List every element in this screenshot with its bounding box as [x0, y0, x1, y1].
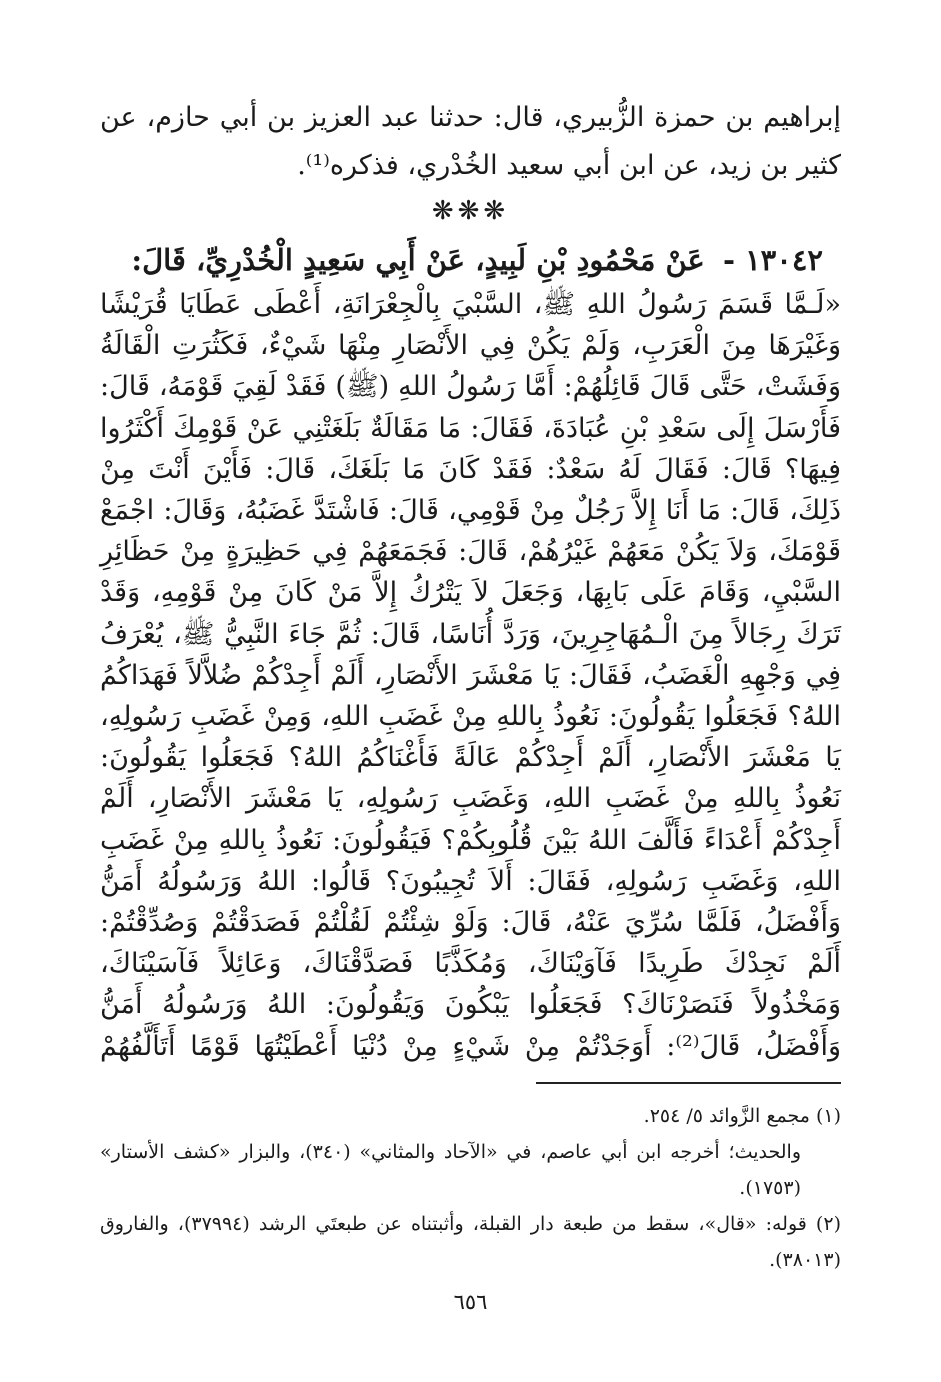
page-number: ٦٥٦ [453, 1290, 488, 1314]
intro-paragraph: إبراهيم بن حمزة الزُّبيري، قال: حدثنا عبد العزيز بن أبي حازم، عن كثير بن زيد، عن ابن أبي سعيد الخُدْري، فذكره⁽¹⁾. [100, 102, 841, 181]
section-separator: ❋❋❋ [431, 196, 510, 226]
footnote-1-continued [100, 1134, 801, 1206]
footnote-text: قوله: «قال»، سقط من طبعة دار القبلة، وأثبتناه عن طبعتَي الرشد (٣٧٩٩٤)، والفاروق (٣٨٠١٣). [100, 1213, 841, 1271]
footnote-text: والحديث؛ أخرجه ابن أبي عاصم، في «الآحاد والمثاني» (٣٤٠)، والبزار «كشف الأستار» (١٧٥٣). [100, 1141, 801, 1199]
hadith-isnad: عَنْ مَحْمُودِ بْنِ لَبِيدٍ، عَنْ أَبِي سَعِيدٍ الْخُدْرِيِّ، قَالَ: [131, 243, 705, 277]
footnotes [100, 1098, 841, 1278]
footnote-divider [536, 1082, 841, 1084]
footnote-1 [100, 1098, 841, 1134]
footnote-text: مجمع الزَّوائد ٥/ ٢٥٤. [643, 1105, 810, 1127]
hadith-heading [100, 236, 823, 284]
hadith-number: ١٣٠٤٢ - [722, 243, 823, 277]
footnote-marker: (٢) [815, 1213, 841, 1235]
footnote-2 [100, 1206, 841, 1278]
hadith-text: «لَـمَّا قَسَمَ رَسُولُ اللهِ ﷺ، السَّبْيَ بِالْجِعْرَانَةِ، أَعْطَى عَطَايَا قُرَيْشًا وَغَيْرَهَا مِنَ الْعَرَبِ، وَلَمْ يَكُنْ فِي الأَنْصَارِ مِنْهَا شَيْءٌ، فَكَثُرَتِ الْقَالَةُ وَفَشَتْ، حَتَّى قَالَ قَائِلُهُمْ: أَمَّا رَسُولُ اللهِ (ﷺ) فَقَدْ لَقِيَ قَوْمَهُ، قَالَ: فَأَرْسَلَ إِلَى سَعْدِ بْنِ عُبَادَةَ، فَقَالَ: مَا مَقَالَةٌ بَلَغَتْنِي عَنْ قَوْمِكَ أَكْثَرُوا فِيهَا؟ قَالَ: فَقَالَ لَهُ سَعْدٌ: فَقَدْ كَانَ مَا بَلَغَكَ، قَالَ: فَأَيْنَ أَنْتَ مِنْ ذَلِكَ، قَالَ: مَا أَنَا إِلاَّ رَجُلٌ مِنْ قَوْمِي، قَالَ: فَاشْتَدَّ غَضَبُهُ، وَقَالَ: اجْمَعْ قَوْمَكَ، وَلاَ يَكُنْ مَعَهُمْ غَيْرُهُمْ، قَالَ: فَجَمَعَهُمْ فِي حَظِيرَةٍ مِنْ حَظَائِرِ السَّبْيِ، وَقَامَ عَلَى بَابِهَا، وَجَعَلَ لاَ يَتْرُكُ إِلاَّ مَنْ كَانَ مِنْ قَوْمِهِ، وَقَدْ تَرَكَ رِجَالاً مِنَ الْـمُهَاجِرِينَ، وَرَدَّ أُنَاسًا، قَالَ: ثُمَّ جَاءَ النَّبِيُّ ﷺ، يُعْرَفُ فِي وَجْهِهِ الْغَضَبُ، فَقَالَ: يَا مَعْشَرَ الأَنْصَارِ، أَلَمْ أَجِدْكُمْ ضُلاَّلاً فَهَدَاكُمُ اللهُ؟ فَجَعَلُوا يَقُولُونَ: نَعُوذُ بِاللهِ مِنْ غَضَبِ اللهِ، وَمِنْ غَضَبِ رَسُولِهِ، يَا مَعْشَرَ الأَنْصَارِ، أَلَمْ أَجِدْكُمْ عَالَةً فَأَغْنَاكُمُ اللهُ؟ فَجَعَلُوا يَقُولُونَ: نَعُوذُ بِاللهِ مِنْ غَضَبِ اللهِ، وَغَضَبِ رَسُولِهِ، يَا مَعْشَرَ الأَنْصَارِ، أَلَمْ أَجِدْكُمْ أَعْدَاءً فَأَلَّفَ اللهُ بَيْنَ قُلُوبِكُمْ؟ فَيَقُولُونَ: نَعُوذُ بِاللهِ مِنْ غَضَبِ اللهِ، وَغَضَبِ رَسُولِهِ، فَقَالَ: أَلاَ تُجِيبُونَ؟ قَالُوا: اللهُ وَرَسُولُهُ أَمَنُّ وَأَفْضَلُ، فَلَمَّا سُرِّيَ عَنْهُ، قَالَ: وَلَوْ شِئْتُمْ لَقُلْتُمْ فَصَدَقْتُمْ وَصُدِّقْتُمْ: أَلَمْ نَجِدْكَ طَرِيدًا فَآوَيْنَاكَ، وَمُكَذَّبًا فَصَدَّقْنَاكَ، وَعَائِلاً فَآسَيْنَاكَ، وَمَخْذُولاً فَنَصَرْنَاكَ؟ فَجَعَلُوا يَبْكُونَ وَيَقُولُونَ: اللهُ وَرَسُولُهُ أَمَنُّ وَأَفْضَلُ، قَالَ⁽²⁾: أَوَجَدْتُمْ مِنْ شَيْءٍ مِنْ دُنْيَا أَعْطَيْتُهَا قَوْمًا أَتَأَلَّفُهُمْ [100, 289, 841, 1062]
footnote-marker: (١) [815, 1105, 841, 1127]
